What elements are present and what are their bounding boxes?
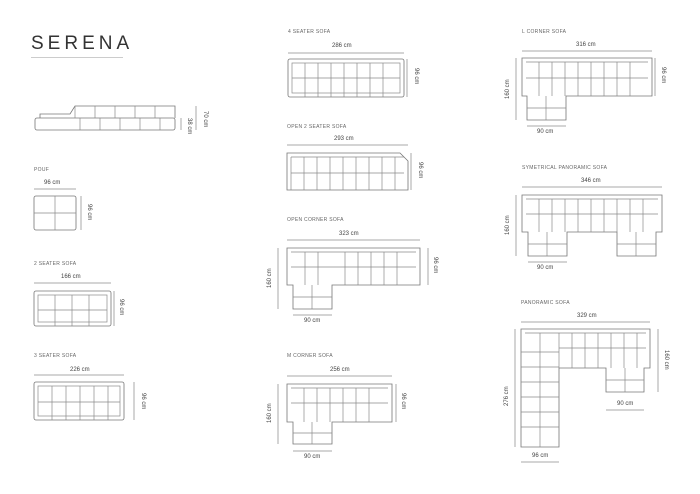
open-corner-chaise: 90 cm bbox=[304, 318, 321, 324]
side-height-inner: 38 cm bbox=[186, 118, 192, 135]
seater3-depth: 96 cm bbox=[140, 393, 146, 410]
panoramic-drawing bbox=[515, 322, 658, 462]
m-corner-width: 256 cm bbox=[330, 367, 350, 373]
pouf-width: 96 cm bbox=[44, 180, 61, 186]
panoramic-title: PANORAMIC SOFA bbox=[521, 300, 570, 306]
open2-title: OPEN 2 SEATER SOFA bbox=[287, 124, 347, 130]
seater4-drawing bbox=[288, 53, 407, 97]
seater3-drawing bbox=[34, 375, 134, 420]
panoramic-chaise-right: 90 cm bbox=[617, 401, 634, 407]
l-corner-height: 160 cm bbox=[505, 79, 511, 99]
panoramic-height-left: 276 cm bbox=[504, 386, 510, 406]
m-corner-chaise: 90 cm bbox=[304, 454, 321, 460]
symmetrical-width: 346 cm bbox=[581, 178, 601, 184]
l-corner-drawing bbox=[516, 51, 655, 126]
open-corner-height: 160 cm bbox=[267, 268, 273, 288]
symmetrical-height: 160 cm bbox=[505, 215, 511, 235]
side-height-outer: 70 cm bbox=[202, 111, 208, 128]
seater3-title: 3 SEATER SOFA bbox=[34, 353, 77, 359]
open-corner-width: 323 cm bbox=[339, 231, 359, 237]
l-corner-title: L CORNER SOFA bbox=[522, 29, 567, 35]
symmetrical-title: SYMETRICAL PANORAMIC SOFA bbox=[522, 165, 608, 171]
pouf-drawing bbox=[34, 189, 81, 230]
pouf-depth: 96 cm bbox=[86, 204, 92, 221]
symmetrical-drawing bbox=[516, 187, 662, 262]
seater4-title: 4 SEATER SOFA bbox=[288, 29, 331, 35]
open2-depth: 96 cm bbox=[417, 162, 423, 179]
open2-width: 293 cm bbox=[334, 136, 354, 142]
open-corner-drawing bbox=[278, 240, 428, 315]
m-corner-title: M CORNER SOFA bbox=[287, 353, 333, 359]
open-corner-title: OPEN CORNER SOFA bbox=[287, 217, 344, 223]
panoramic-width: 329 cm bbox=[577, 313, 597, 319]
seater2-width: 166 cm bbox=[61, 274, 81, 280]
open2-drawing bbox=[287, 145, 411, 190]
side-view-drawing bbox=[35, 106, 196, 130]
open-corner-depth: 96 cm bbox=[432, 257, 438, 274]
panoramic-height-right: 160 cm bbox=[663, 350, 669, 370]
m-corner-drawing bbox=[278, 376, 396, 451]
seater4-width: 286 cm bbox=[332, 43, 352, 49]
seater2-drawing bbox=[34, 283, 114, 326]
l-corner-chaise: 90 cm bbox=[537, 129, 554, 135]
seater4-depth: 96 cm bbox=[413, 68, 419, 85]
seater2-depth: 96 cm bbox=[118, 299, 124, 316]
seater2-title: 2 SEATER SOFA bbox=[34, 261, 77, 267]
l-corner-width: 316 cm bbox=[576, 42, 596, 48]
panoramic-chaise-left: 96 cm bbox=[532, 453, 549, 459]
brand-title: SERENA bbox=[31, 33, 134, 54]
m-corner-height: 160 cm bbox=[267, 403, 273, 423]
m-corner-depth: 96 cm bbox=[400, 393, 406, 410]
l-corner-depth: 96 cm bbox=[660, 67, 666, 84]
pouf-title: POUF bbox=[34, 167, 50, 173]
seater3-width: 226 cm bbox=[70, 367, 90, 373]
symmetrical-chaise: 90 cm bbox=[537, 265, 554, 271]
